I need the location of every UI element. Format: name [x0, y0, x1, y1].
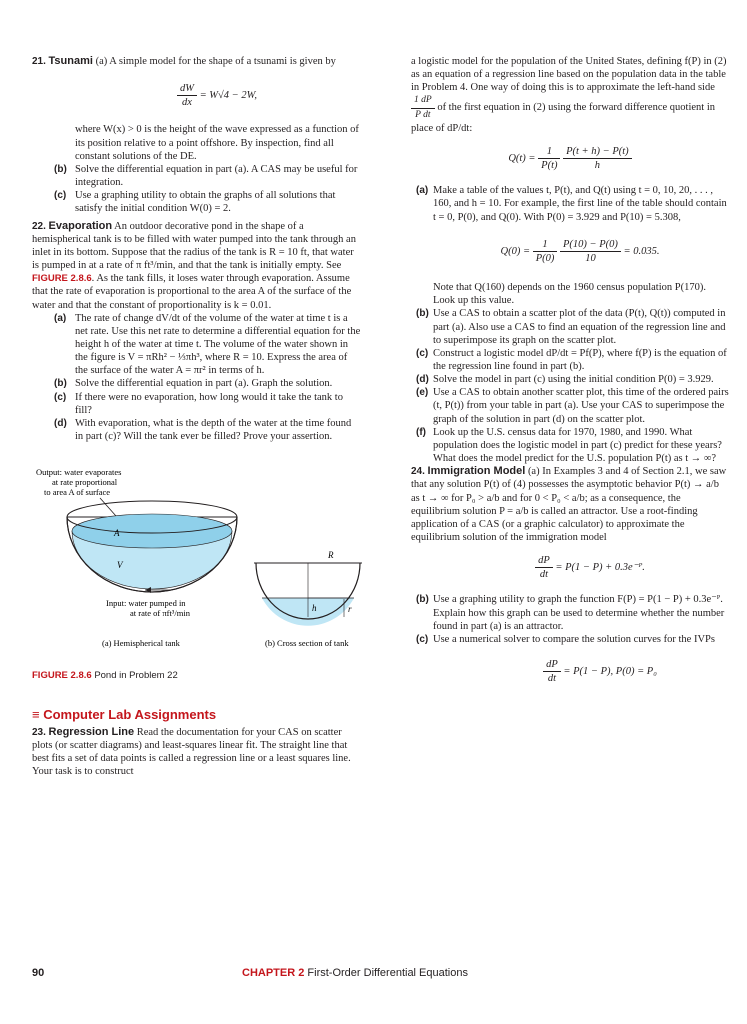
caption-b: (b) Cross section of tank: [265, 638, 349, 649]
cross-section: [254, 563, 362, 626]
eq-numerator: 1: [533, 238, 558, 252]
part-a: [411, 184, 729, 223]
part-c: [411, 633, 729, 646]
part-text: Solve the differential equation in part (a). A CAS may be useful for integration.: [75, 163, 358, 189]
problem-number: 22.: [32, 220, 46, 232]
figure-caption: [32, 669, 362, 682]
part-text: Solve the differential equation in part (a). Graph the solution.: [75, 378, 333, 390]
menu-lines-icon: ≡: [32, 707, 40, 723]
section-heading: [32, 708, 362, 721]
eq-denominator: dt: [547, 673, 557, 685]
part-label: (d): [54, 417, 67, 429]
part-text: Use a CAS to obtain a scatter plot of the data (P(t), Q(t)) computed in part (a). Also use a CAS to find an equation of the regression line and to superimpose its graph on the scatter plot.: [433, 308, 726, 346]
chapter-footer: [242, 967, 468, 979]
label-R: R: [328, 550, 334, 561]
part-b: [411, 307, 729, 346]
problem-23-continued: [411, 55, 729, 135]
part-c: [32, 391, 362, 417]
eq-denominator: h: [594, 160, 601, 172]
water-surface: [72, 514, 232, 548]
eq-numerator: dP: [535, 554, 553, 568]
fraction-numerator: 1 dP: [411, 94, 435, 108]
part-c: [32, 189, 362, 215]
eq-numerator: dP: [543, 658, 561, 672]
problem-heading: Evaporation: [48, 219, 113, 232]
part-text: In Examples 3 and 4 of Section 2.1, we saw that any solution P(t) of (4) possesses the asymptotic behavior P(t) → a/b as t → ∞ for P₀ > a/b and for 0 < P₀ < a/b; as a consequence, the equilibrium solution P = a/b is called an attractor. Use a root-finding application of a CAS (or a graphic calculator) to approximate the equilibrium solution of the immigration model: [411, 466, 727, 543]
problem-23-intro: [32, 726, 362, 779]
part-label: (b): [416, 308, 429, 320]
part-text: Make a table of the values t, P(t), and Q(t) using t = 0, 10, 20, . . . , 160, and h = 10. For example, the first line of the table should contain t = 0, P(0), and Q(0). With P(0) = 3.929 and P(10) = 5.308,: [433, 185, 727, 223]
eq-rhs: = P(1 − P), P(0) = P₀: [563, 666, 657, 678]
part-d: [411, 373, 729, 386]
part-text: Use a CAS to obtain another scatter plot, this time of the ordered pairs (t, P(t)) from your table in part (a). Use your CAS to superimpose the graph of the solution in part (d) on the scatter plot.: [433, 387, 729, 425]
part-label: (b): [54, 378, 67, 390]
problem-text: An outdoor decorative pond in the shape of a hemispherical tank is to be filled with water pumped into the tank through an inlet in its bottom. Suppose that the radius of the tank is R = 10 ft, that water is pumped in at a rate of π ft³/min, and that the tank is initially empty. See: [32, 220, 356, 272]
eq-denominator: P(t): [541, 160, 558, 172]
eq-value: = 0.035.: [623, 245, 660, 257]
part-text: Look up the U.S. census data for 1970, 1980, and 1990. What population does the logistic model in part (c) predict for these years? What does the model predict for the U.S. population P(t) as t → ∞?: [433, 426, 722, 465]
part-label: (c): [416, 347, 429, 359]
part-label: (f): [416, 426, 426, 438]
part-b: [32, 163, 362, 189]
fraction-denominator: P dt: [415, 109, 431, 120]
part-label: (c): [54, 190, 67, 202]
eq-denominator: dx: [181, 97, 192, 109]
problem-number: 24.: [411, 466, 425, 478]
part-e: [411, 386, 729, 425]
part-b: [32, 377, 362, 390]
eq-rhs: = P(1 − P) + 0.3e⁻ᴾ.: [555, 562, 645, 574]
eq-numerator: dW: [177, 82, 197, 96]
problem-heading: Tsunami: [48, 55, 93, 67]
lhs-fraction: [411, 94, 435, 121]
immigration-equation: [451, 554, 729, 581]
output-label-1: Output: water evaporates: [36, 467, 122, 478]
eq-numerator: P(t + h) − P(t): [563, 145, 632, 159]
problem-heading: Immigration Model: [427, 465, 526, 478]
problem-text: A simple model for the shape of a tsunami is given by: [109, 56, 336, 67]
left-column: [32, 55, 362, 778]
part-label: (b): [54, 163, 67, 175]
problem-24-part-a: [389, 465, 729, 544]
eq-denominator: 10: [585, 252, 596, 264]
part-label: (e): [416, 387, 429, 399]
problem-note: Note that Q(160) depends on the 1960 census population P(170). Look up this value.: [433, 282, 706, 307]
eq-numerator: P(10) − P(0): [560, 238, 621, 252]
problem-21-part-a: [32, 55, 362, 68]
problem-text: Read the documentation for your CAS on scatter plots (or scatter diagrams) and least-squares linear fit. The straight line that best fits a set of data points is called a regression line or a least squares line. Your task is to construct: [32, 726, 351, 777]
part-d: [32, 417, 362, 443]
problem-number: 21.: [32, 56, 46, 67]
label-r: r: [348, 604, 352, 615]
eq-denominator: P(0): [535, 252, 555, 264]
part-a: [32, 312, 362, 378]
eq-denominator: dt: [539, 569, 549, 581]
hemispherical-tank: [67, 501, 237, 592]
label-V: V: [117, 560, 123, 571]
problem-22-intro: [32, 220, 362, 312]
problem-text: a logistic model for the population of the United States, defining f(P) in (2) as an equation of a regression line based on the population data in the table in Problem 4. One way of doing this is to approximate the left-hand side: [411, 56, 727, 94]
input-label-2: at rate of πft³/min: [130, 608, 190, 619]
chapter-title: First-Order Differential Equations: [307, 967, 468, 979]
part-label: (d): [416, 374, 429, 386]
problem-text: . As the tank fills, it loses water through evaporation. Assume that the rate of evaporation is proportional to the area A of the surface of the water and that the constant of proportionality is k = 0.01.: [32, 273, 352, 311]
part-text: Construct a logistic model dP/dt = Pf(P), where f(P) is the equation of the regression line found in part (b).: [433, 347, 727, 372]
figure-caption-label: FIGURE 2.8.6: [32, 670, 92, 682]
figure-2-8-6: [32, 465, 362, 655]
part-label: (c): [54, 391, 67, 403]
part-label: (a): [416, 185, 429, 197]
caption-a: (a) Hemispherical tank: [102, 638, 180, 649]
problem-text: where W(x) > 0 is the height of the wave expressed as a function of its position relative to a point offshore. By inspection, find all constant solutions of the DE.: [75, 124, 359, 162]
problem-24-heading-line: [411, 465, 729, 544]
right-column: [411, 55, 729, 685]
part-text: With evaporation, what is the depth of the water at the time found in part (c)? Will the tank ever be filled? Prove your assertion.: [75, 417, 352, 443]
part-text: Solve the model in part (c) using the initial condition P(0) = 3.929.: [433, 374, 714, 386]
part-label: (a): [54, 312, 67, 324]
ivp-equation: [471, 658, 729, 685]
eq-lhs: Q(t) =: [508, 153, 536, 164]
part-text: Use a graphing utility to obtain the graphs of all solutions that satisfy the initial condition W(0) = 2.: [75, 190, 336, 215]
figure-reference[interactable]: FIGURE 2.8.6: [32, 273, 92, 285]
figure-caption-text: Pond in Problem 22: [94, 670, 178, 682]
part-text: If there were no evaporation, how long would it take the tank to fill?: [75, 391, 343, 416]
eq-lhs: Q(0) =: [500, 245, 531, 257]
q-equation: [411, 145, 729, 172]
problem-heading: Regression Line: [48, 725, 135, 738]
label-h: h: [312, 603, 317, 614]
part-label: (b): [416, 594, 429, 606]
label-A: A: [114, 528, 120, 539]
part-f: [411, 426, 729, 465]
output-label-2: at rate proportional: [52, 477, 118, 488]
page-number: 90: [32, 967, 45, 979]
eq-numerator: 1: [538, 145, 560, 159]
part-text: Use a numerical solver to compare the solution curves for the IVPs: [433, 633, 715, 645]
section-title: Computer Lab Assignments: [43, 707, 217, 723]
q0-equation: [431, 238, 729, 265]
part-label: (a): [95, 56, 108, 67]
problem-number: 23.: [32, 726, 46, 738]
tsunami-equation: [72, 82, 362, 109]
part-label: (a): [527, 466, 540, 478]
part-text: The rate of change dV/dt of the volume of the water at time t is a net rate. Use this net rate to determine a differential equation for the height h of the water at time t. The volume of the water shown in the figure is V = πRh² − ⅓πh³, where R = 10. Express the area of the surface of the water A = πr² in terms of h.: [75, 312, 361, 377]
problem-text: of the first equation in (2) using the forward difference quotient in place of dP/dt:: [411, 102, 715, 134]
part-text: Use a graphing utility to graph the function F(P) = P(1 − P) + 0.3e⁻ᴾ. Explain how this graph can be used to determine whether the number found in part (a) is an attractor.: [433, 594, 725, 632]
part-label: (c): [416, 633, 429, 645]
output-label-3: to area A of surface: [44, 487, 111, 498]
part-b: [411, 593, 729, 632]
part-c: [411, 347, 729, 373]
eq-rhs: = W√4 − 2W,: [199, 90, 258, 102]
input-label-1: Input: water pumped in: [106, 598, 186, 609]
chapter-label: CHAPTER 2: [242, 967, 305, 979]
